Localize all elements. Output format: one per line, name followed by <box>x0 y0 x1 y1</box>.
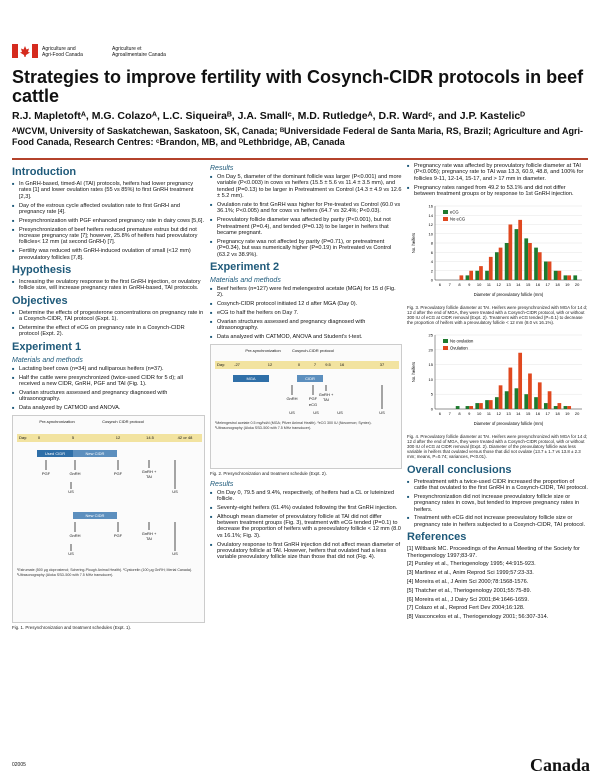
cosynch-label: Cosynch-CIDR protocol <box>291 348 334 354</box>
reference-item: [5] Thatcher et al., Theriogenology 2001;55:75-89. <box>407 587 532 594</box>
legend-label: No eCG <box>450 216 466 222</box>
bar-ovulation <box>479 403 483 409</box>
arrow-marks <box>211 345 403 425</box>
bar-ecg <box>515 229 519 280</box>
us-label: US <box>289 410 295 416</box>
list-item: ■ Cosynch-CIDR protocol initiated 12 d after MGA (Day 0). <box>210 301 402 307</box>
pgf-label: PGF <box>113 533 123 539</box>
list-item: ■ Half the cattle were presynchronized (twice-used CIDR for 5 d); all received a new CIDR, GnRH, PGF and TAI (Fig. 1). <box>12 375 205 388</box>
bar-no-ecg <box>528 243 532 280</box>
intro-list <box>12 181 205 261</box>
figure-4-caption: Fig. 4. Preovulatory follicle diameter at TAI. Heifers were presynchronized with MGA for 14 d; 12 d after the end of MGA, they were treated with a Cosynch-CIDR protocol, with or without 300 IU of eCG at CIDR removal (Expt. 2). Diameter of the preovulatory follicle was less variable in heifers that ovulated versus those that did not ovulate (13.7 ± 1.7 vs 13.8 ± 2.3 mm; means, P=0.74; variances, P<0.01). <box>407 433 588 460</box>
x-tick-label: 6 <box>438 410 442 416</box>
pgf-label: PGF <box>41 471 51 477</box>
reference-item: [1] Wiltbank MC. Proceedings of the Annual Meeting of the Society for Theriogenology 1997;83-97. <box>407 546 580 559</box>
us-label: US <box>337 410 343 416</box>
us-label: US <box>172 489 178 495</box>
exp1-list <box>12 366 205 412</box>
list-item: ■ Determine the effects of progesterone concentrations on pregnancy rate in a Cosynch-CIDR, TAI protocol (Expt. 1). <box>12 310 205 323</box>
bar-no-ovulation <box>524 394 528 409</box>
x-tick-label: 14 <box>516 281 521 287</box>
list-item: ■ Treatment with eCG did not increase preovulatory follicle size or pregnancy rate in heifers subjected to a Cosynch-CIDR, TAI protocol. <box>407 515 588 528</box>
intro-heading: Introduction <box>12 166 77 178</box>
results2-list <box>210 490 402 561</box>
presync-label: Pre-synchronization <box>39 419 75 425</box>
us-label: US <box>379 410 385 416</box>
y-tick-label: 10 <box>428 376 433 382</box>
legend-label: Ovulation <box>450 345 468 351</box>
bar-ovulation <box>499 385 503 409</box>
column-left <box>12 163 205 631</box>
conclusions-list <box>407 479 588 529</box>
list-item: ■ Ovarian structures assessed and pregnancy diagnosed with ultrasonography. <box>12 390 205 403</box>
references-heading: References <box>407 531 467 544</box>
gnrh-tai-label: GnRH + TAI <box>141 469 157 480</box>
y-tick-label: 5 <box>430 391 433 397</box>
figure-3-caption: Fig. 3. Preovulatory follicle diameter at TAI. Heifers were presynchronized with MGA for 14 d; 12 d after the end of MGA, they were treated with a Cosynch-CIDR protocol, with or without 300 IU of eCG at CIDR removal (Expt. 2). Treatment with eCG tended (P=0.1) to decrease the proportion of heifers with a preovulatory follicle < 12 mm (8.0 vs 16.1%). <box>407 304 588 326</box>
x-tick-label: 11 <box>486 410 491 416</box>
gnrh-label: GnRH <box>69 533 81 539</box>
bar-ovulation <box>469 406 473 409</box>
y-tick-label: 8 <box>430 240 433 246</box>
bar-ecg <box>534 247 538 279</box>
list-item: ■ eCG to half the heifers on Day 7. <box>210 310 402 316</box>
bar-no-ovulation <box>495 397 499 409</box>
day-tick: 37 <box>379 361 385 367</box>
bar-no-ovulation <box>475 403 479 409</box>
legend-swatch <box>443 346 448 350</box>
y-tick-label: 10 <box>428 231 433 237</box>
list-item: ■ Lactating beef cows (n=34) and nulliparous heifers (n=37). <box>12 366 205 372</box>
us-label: US <box>68 551 74 557</box>
figure-1-caption: Fig. 1. Presynchronization and treatment schedules (Expt. 1). <box>12 625 132 631</box>
conclusions-heading: Overall conclusions <box>407 463 512 476</box>
day-tick: 0 <box>297 361 301 367</box>
objectives-heading: Objectives <box>12 294 68 307</box>
list-item: ■ In GnRH-based, timed-AI (TAI) protocols, heifers had lower pregnancy rates [1] and lower ovulation rates (55 vs 85%) to first GnRH treatment [2,3]. <box>12 181 205 200</box>
list-item: ■ Ovarian structures assessed and pregnancy diagnosed with ultrasonography. <box>210 319 402 332</box>
bar-ovulation <box>558 403 562 409</box>
list-item: ■ Although mean diameter of preovulatory follicle at TAI did not differ between treatment groups (Fig. 3), treatment with eCG tended (P=0.1) to decrease the proportion of heifers with a preovulatory follicle < 12 mm (8.0 vs 16.1%; Fig. 3). <box>210 514 402 540</box>
list-item: ■ Data analyzed by CATMOD and ANOVA. <box>12 405 205 411</box>
references-list <box>407 546 588 620</box>
bar-ovulation <box>567 406 571 409</box>
bar-no-ovulation <box>544 403 548 409</box>
list-item: ■ On Day 0, 79.5 and 9.4%, respectively, of heifers had a CL or luteinized follicle. <box>210 490 402 503</box>
cosynch-label: Cosynch CIDR protocol <box>102 419 144 425</box>
y-tick-label: 15 <box>428 361 433 367</box>
figure-4-chart <box>407 329 588 429</box>
y-tick-label: 0 <box>430 406 433 412</box>
affiliations: ᴬWCVM, University of Saskatchewan, Saskatoon, SK, Canada; ᴮUniversidade Federal de Santa Maria, RS, Brazil; Agriculture and Agri-Food Canada, Research Centres: ᶜBrandon, MB, and ᴰLethbridge, AB, Canada <box>12 126 583 147</box>
canada-flag-icon <box>12 44 38 58</box>
bar-ecg <box>466 275 470 280</box>
list-item: ■ Data analyzed with CATMOD, ANOVA and Student's t-test. <box>210 334 402 340</box>
figure-1-timeline <box>12 415 205 623</box>
exp2-heading: Experiment 2 <box>210 261 280 274</box>
hypothesis-heading: Hypothesis <box>12 264 72 277</box>
bar-no-ovulation <box>564 406 568 409</box>
footer-code: 02005 <box>12 762 26 768</box>
exp1-heading: Experiment 1 <box>12 340 82 353</box>
y-tick-label: 20 <box>428 346 433 352</box>
bar-no-ecg <box>538 252 542 280</box>
reference-item: [3] Martinez et al., Anim Reprod Sci 1999;57:23-33. <box>407 570 534 577</box>
x-tick-label: 9 <box>468 281 471 287</box>
x-axis-label: Diameter of preovulatory follicle (mm) <box>473 420 544 426</box>
day-tick: 12 <box>267 361 273 367</box>
bar-no-ecg <box>548 261 552 280</box>
pgf-label: PGF <box>308 396 318 402</box>
x-tick-label: 19 <box>565 281 570 287</box>
bar-no-ovulation <box>505 391 509 409</box>
list-item: ■ Day of the estrous cycle affected ovulation rate to first GnRH and pregnancy rate [4]. <box>12 203 205 216</box>
exp1-subheading: Materials and methods <box>12 356 83 364</box>
bar-no-ecg <box>518 220 522 280</box>
list-item: ■ Determine the effect of eCG on pregnancy rate in a Cosynch-CIDR protocol (Expt. 2). <box>12 325 205 338</box>
bar-no-ecg <box>499 247 503 279</box>
x-axis-label: Diameter of preovulatory follicle (mm) <box>473 291 544 297</box>
x-tick-label: 17 <box>545 410 550 416</box>
legend-label: No ovulation <box>450 338 474 344</box>
gnrh-label: GnRH <box>69 471 81 477</box>
canada-wordmark: Canada <box>530 755 591 775</box>
y-tick-label: 25 <box>428 332 433 338</box>
y-tick-label: 14 <box>428 212 433 218</box>
gnrh-label: GnRH <box>286 396 298 402</box>
exp2-subheading: Materials and methods <box>210 277 281 285</box>
bar-ecg <box>564 275 568 280</box>
bar-no-ecg <box>460 275 464 280</box>
x-tick-label: 9 <box>468 410 471 416</box>
x-tick-label: 19 <box>565 410 570 416</box>
x-tick-label: 20 <box>574 410 580 416</box>
x-tick-label: 12 <box>496 281 501 287</box>
column-right <box>407 163 588 623</box>
pgf-label: PGF <box>113 471 123 477</box>
results-cont-list <box>407 163 588 197</box>
list-item: ■ Increasing the ovulatory response to the first GnRH injection, or ovulatory follicle size, will increase pregnancy rates in GnRH-based, TAI protocols. <box>12 279 205 292</box>
figure-2-timeline <box>210 344 402 469</box>
y-tick-label: 12 <box>428 221 433 227</box>
org-name-en: Agriculture and Agri-Food Canada <box>42 46 83 58</box>
us-label: US <box>172 551 178 557</box>
column-middle <box>210 163 402 563</box>
bar-ecg <box>485 271 489 280</box>
x-tick-label: 17 <box>545 281 550 287</box>
reference-item: [4] Moreira et al., J Anim Sci 2000;78:1568-1576. <box>407 579 529 586</box>
day-tick: 16 <box>339 361 345 367</box>
bar-no-ecg <box>479 266 483 280</box>
day-tick: 0 <box>37 434 41 440</box>
bar-no-ovulation <box>466 406 470 409</box>
bar-ovulation <box>528 373 532 409</box>
gnrh-tai-label: GnRH + TAI <box>318 392 334 403</box>
legend-swatch <box>443 217 448 221</box>
list-item: ■ Pregnancy rate was not affected by parity (P=0.71), or pretreatment (P=0.34), but was numerically higher (P=0.19) in Pretreated vs Control (63.2 vs 38.9%). <box>210 239 402 258</box>
bar-ovulation <box>538 382 542 409</box>
x-tick-label: 16 <box>535 281 541 287</box>
list-item: ■ Ovulatory response to first GnRH injection did not affect mean diameter of preovulatory follicle at TAI. However, heifers that ovulated had a less variable preovulatory follicle size than those that did not (Fig. 4). <box>210 542 402 561</box>
org-name-fr: Agriculture et Agroalimentaire Canada <box>112 46 166 58</box>
x-tick-label: 18 <box>555 281 560 287</box>
bar-ecg <box>475 271 479 280</box>
title-divider <box>12 158 588 160</box>
day-tick: 5 <box>71 434 75 440</box>
presync-label: Pre-synchronization <box>245 348 281 354</box>
list-item: ■ Beef heifers (n=127) were fed melengestrol acetate (MGA) for 15 d (Fig. 2). <box>210 286 402 299</box>
bar-no-ovulation <box>485 400 489 409</box>
x-tick-label: 11 <box>486 281 491 287</box>
cidr-bar: CIDR <box>297 375 323 382</box>
bar-no-ovulation <box>534 397 538 409</box>
reference-item: [6] Moreira et al., J Dairy Sci 2001;84:1646-1659. <box>407 596 529 603</box>
hypothesis-list <box>12 279 205 292</box>
list-item: ■ Preovulatory follicle diameter was affected by parity (P<0.001), but not Pretreatment (P=0.4), and tended (P=0.13) to be larger in heifers that became pregnant. <box>210 217 402 236</box>
y-tick-label: 4 <box>430 258 433 264</box>
list-item: ■ On Day 5, diameter of the dominant follicle was larger (P<0.001) and more variable (P<0.003) in cows vs heifers (15.5 ± 5.6 vs 11.4 ± 3.5 mm), and tended (P=0.13) to be larger in Pretreatment vs Control (14.3 ± 4.9 vs 12.6 ± 5.2 mm). <box>210 174 402 200</box>
list-item: ■ Seventy-eight heifers (61.4%) ovulated following the first GnRH injection. <box>210 505 402 511</box>
bar-no-ecg <box>558 271 562 280</box>
exp2-list <box>210 286 402 340</box>
list-item: ■ Fertility was reduced with GnRH-induced ovulation of small (<12 mm) preovulatory follicles [7,8]. <box>12 248 205 261</box>
new-cidr-bar: New CIDR <box>73 512 117 519</box>
x-tick-label: 18 <box>555 410 560 416</box>
list-item: ■ Ovulation rate to first GnRH was higher for Pre-treated vs Control (60.0 vs 36.1%; P<0.005) and for cows vs heifers (64.7 vs 32.4%; P<0.03). <box>210 202 402 215</box>
arrow-marks <box>13 416 206 566</box>
new-cidr-bar: New CIDR <box>73 450 117 457</box>
us-label: US <box>313 410 319 416</box>
bar-ecg <box>573 275 577 280</box>
bar-no-ovulation <box>515 388 519 409</box>
day-tick: 9.5 <box>325 361 331 367</box>
y-tick-label: 16 <box>428 203 433 209</box>
x-tick-label: 13 <box>506 281 511 287</box>
x-tick-label: 8 <box>458 281 461 287</box>
bar-ovulation <box>509 367 513 408</box>
list-item: ■ Presynchronization with PGF enhanced pregnancy rate in dairy cows [5,6]. <box>12 218 205 224</box>
list-item: ■ Pretreatment with a twice-used CIDR increased the proportion of cattle that ovulated to the first GnRH in a Cosynch-CIDR, TAI protocol. <box>407 479 588 492</box>
day-label: Day: <box>19 434 28 440</box>
results1-list <box>210 174 402 258</box>
mga-bar: MGA <box>233 375 269 382</box>
day-tick: 42 or 48 <box>177 434 193 440</box>
x-tick-label: 10 <box>476 410 482 416</box>
bar-no-ovulation <box>456 406 460 409</box>
list-item: ■ Pregnancy rates ranged from 49.2 to 53.1% and did not differ between treatment groups or by response to 1st GnRH injection. <box>407 185 588 198</box>
y-tick-label: 2 <box>430 268 433 274</box>
bar-no-ecg <box>567 275 571 280</box>
list-item: ■ Presynchronization did not increase preovulatory follicle size or pregnancy rates in cows, but tended to improve pregnancy rates in heifers. <box>407 494 588 513</box>
bar-no-ecg <box>489 257 493 280</box>
reference-item: [8] Vasconcelos et al., Theriogenology 2001; 56:307-314. <box>407 614 549 621</box>
authors: R.J. Mapletoftᴬ, M.G. Colazoᴬ, L.C. Siqueiraᴮ, J.A. Smallᶜ, M.D. Rutledgeᴬ, D.R. Wardᶜ, and J.P. Kastelicᴰ <box>12 110 525 122</box>
x-tick-label: 20 <box>574 281 580 287</box>
results1-heading: Results <box>210 165 234 172</box>
reference-item: [7] Colazo et al., Reprod Fert Dev 2004;16:128. <box>407 605 525 612</box>
bar-ovulation <box>548 391 552 409</box>
y-axis-label: No. heifers <box>411 232 416 253</box>
ecg-label: eCG <box>308 402 318 408</box>
x-tick-label: 10 <box>476 281 482 287</box>
gnrh-tai-label: GnRH + TAI <box>141 531 157 542</box>
x-tick-label: 14 <box>516 410 521 416</box>
bar-ecg <box>495 252 499 280</box>
day-tick: 7 <box>313 361 317 367</box>
bar-no-ecg <box>469 271 473 280</box>
list-item: ■ Pregnancy rate was affected by preovulatory follicle diameter at TAI (P<0.005); pregnancy rate to TAI was 13.3, 60.9, 48.8, and 100% for follicles 9-11, 12-14, 15-17, and > 17 mm in diameter. <box>407 163 588 182</box>
y-axis-label: No. heifers <box>411 361 416 382</box>
day-label: Day: <box>217 361 226 367</box>
legend-label: eCG <box>450 209 459 215</box>
poster-title: Strategies to improve fertility with Cosynch-CIDR protocols in beef cattle <box>12 67 584 106</box>
day-tick: -27 <box>234 361 240 367</box>
results2-heading: Results <box>210 480 234 488</box>
legend-swatch <box>443 339 448 343</box>
y-tick-label: 6 <box>430 249 433 255</box>
reference-item: [2] Pursley et al., Theriogenology 1995; 44:915-923. <box>407 561 536 568</box>
figure-2-notes: ¹Melengestrol acetate 0.5 mg/hd/d (MGA; Pfizer Animal Health). ²eCG 300 IU (Novormon; Syntex). ³Ultrasonography (Aloka SSD-500 with 7.5 MHz transducer). <box>215 421 372 430</box>
x-tick-label: 6 <box>438 281 442 287</box>
bar-ovulation <box>518 352 522 408</box>
x-tick-label: 16 <box>535 410 541 416</box>
x-tick-label: 12 <box>496 410 501 416</box>
x-tick-label: 15 <box>525 410 531 416</box>
figure-2-caption: Fig. 2. Presynchronization and treatment schedule (Expt. 2). <box>210 471 327 477</box>
figure-3-chart <box>407 200 588 300</box>
used-cidr-bar: Used CIDR <box>37 450 73 457</box>
day-tick: 14.5 <box>146 434 154 440</box>
x-tick-label: 15 <box>525 281 531 287</box>
bar-no-ovulation <box>554 406 558 409</box>
x-tick-label: 7 <box>448 410 451 416</box>
bar-ovulation <box>489 400 493 409</box>
bar-ecg <box>544 261 548 280</box>
list-item: ■ Presynchronization of beef heifers reduced premature estrus but did not increase pregnancy rate [7]; however, 25.8% of heifers had preovulatory follicles< 12 mm (at second GnRH) [7]. <box>12 227 205 246</box>
y-tick-label: 0 <box>430 277 433 283</box>
bar-ecg <box>554 271 558 280</box>
us-label: US <box>68 489 74 495</box>
day-tick: 12 <box>115 434 121 440</box>
figure-1-notes: ¹Estrumate (500 μg cloprostenol; Schering-Plough Animal Health). ²Cystorelin (100 μg GnRH; Merial Canada). ³Ultrasonography (Aloka SSD-500 with 7.5 MHz transducer). <box>17 568 193 577</box>
x-tick-label: 13 <box>506 410 511 416</box>
bar-ecg <box>505 243 509 280</box>
bar-ecg <box>524 238 528 280</box>
objectives-list <box>12 310 205 338</box>
legend-swatch <box>443 210 448 214</box>
x-tick-label: 8 <box>458 410 461 416</box>
bar-no-ecg <box>509 224 513 280</box>
x-tick-label: 7 <box>448 281 451 287</box>
